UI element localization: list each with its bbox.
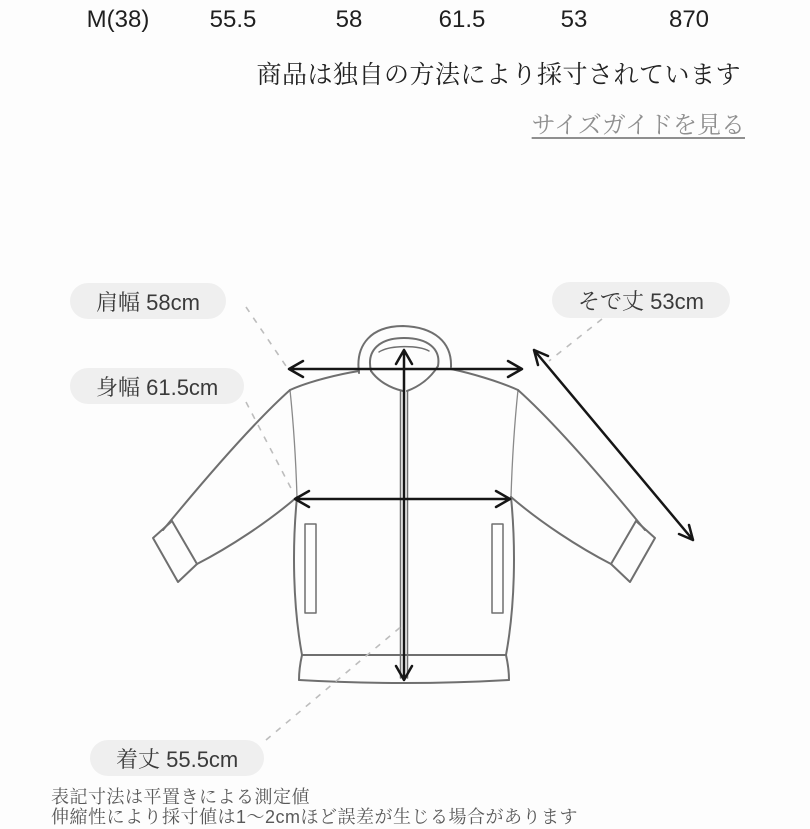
shoulder-width-text: 肩幅 58cm bbox=[96, 289, 200, 315]
body-width-label bbox=[70, 368, 244, 404]
garment-length-text: 着丈 55.5cm bbox=[116, 746, 239, 772]
garment-length-label bbox=[90, 740, 264, 776]
size-cell-sleeve: 53 bbox=[560, 6, 588, 33]
tolerance-note-clipped: 伸縮性により採寸値は1〜2cmほど誤差が生じる場合があります bbox=[51, 807, 579, 827]
size-cell-weight: 870 bbox=[668, 6, 710, 33]
shoulder-width-label bbox=[70, 283, 226, 319]
size-cell-shoulder: 58 bbox=[335, 6, 363, 33]
size-cell-bodywidth: 61.5 bbox=[438, 6, 486, 33]
sleeve-length-label bbox=[552, 282, 730, 318]
measurement-method-note: 商品は独自の方法により採寸されています bbox=[256, 61, 741, 89]
flat-measurement-note: 表記寸法は平置きによる測定値 bbox=[51, 787, 310, 807]
sleeve-length-text: そで丈 53cm bbox=[578, 288, 704, 314]
body-width-text: 身幅 61.5cm bbox=[96, 374, 219, 400]
size-cell-length: 55.5 bbox=[209, 6, 257, 33]
size-guide-link[interactable]: サイズガイドを見る bbox=[531, 112, 745, 139]
size-cell-size: M(38) bbox=[86, 6, 150, 33]
